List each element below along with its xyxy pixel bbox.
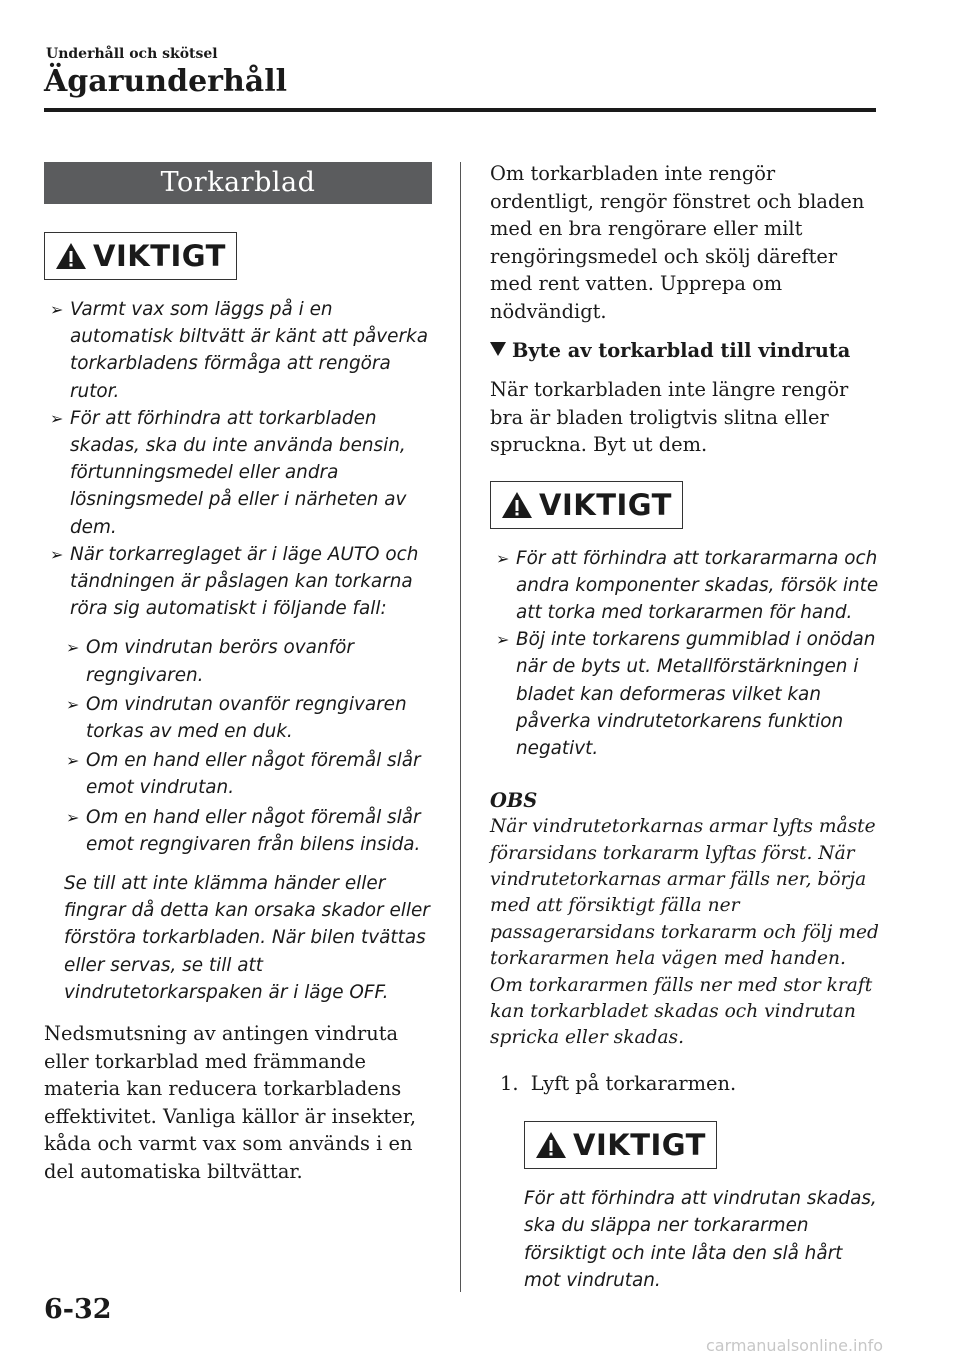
warning-triangle-icon [501,491,533,519]
warning-content [44,296,434,1006]
right-column [490,162,880,1294]
warning-label: VIKTIGT [539,487,672,522]
intro-paragraph: Om torkarbladen inte rengör ordentligt, rengör fönstret och bladen med en bra rengörare eller milt rengöringsmedel och skölj därefter med rent vatten. Upprepa om nödvändigt. [490,162,865,323]
obs-note [490,788,880,1052]
warning-label: VIKTIGT [573,1128,706,1163]
subheading: Byte av torkarblad till vindruta [490,337,880,364]
warning-box [44,232,237,280]
arrowhead-bullet-icon: ➢ [50,300,64,319]
arrowhead-bullet-icon: ➢ [66,751,80,771]
down-triangle-icon [490,342,506,356]
warning-sub-bullet: ➢ Om en hand eller något föremål slår emot vindrutan. [44,747,434,801]
chapter-title: Ägarunderhåll [44,64,288,99]
running-head: Underhåll och skötsel [46,46,218,62]
warning-sub-bullet: ➢ Om en hand eller något föremål slår emot regngivaren från bilens insida. [44,804,434,858]
warning-sub-bullet: ➢ Om vindrutan ovanför regngivaren torkas av med en duk. [44,691,434,745]
step-text: Lyft på torkararmen. [530,1071,737,1095]
warning-text: För att förhindra att vindrutan skadas, ska du släppa ner torkararmen försiktigt och inte låta den slå hårt mot vindrutan. [524,1188,877,1291]
warning-bullet: ➢ Böj inte torkarens gummiblad i onödan när de byts ut. Metallförstärkningen i bladet kan deformeras vilket kan påverka vindrutetorkarens funktion negativt. [490,626,880,762]
watermark: carmanualsonline.info [706,1336,884,1355]
warning-box [524,1121,717,1169]
page-number: 6-32 [44,1294,112,1325]
warning-triangle-icon [535,1131,567,1159]
arrowhead-bullet-icon: ➢ [50,408,64,428]
arrowhead-bullet-icon: ➢ [66,807,80,827]
warning-bullet: ➢ För att förhindra att torkararmarna och andra komponenter skadas, försök inte att torka med torkararmen för hand. [490,545,880,627]
arrowhead-bullet-icon: ➢ [496,630,510,650]
step-item [490,1070,880,1098]
warning-note: Se till att inte klämma händer eller fingrar då detta kan orsaka skador eller förstöra torkarbladen. När bilen tvättas eller servas, se till att vindrutetorkarspaken är i läge OFF. [64,873,430,1003]
step-number: 1. [500,1071,519,1095]
arrowhead-bullet-icon: ➢ [496,548,510,568]
subheading-paragraph: När torkarbladen inte längre rengör bra är bladen troligtvis slitna eller spruckna. Byt ut dem. [490,378,849,456]
warning-bullet: ➢ För att förhindra att torkarbladen skadas, ska du inte använda bensin, förtunningsmedel eller andra lösningsmedel på eller i närheten av dem. [44,405,434,541]
warning-bullet: ➢ Varmt vax som läggs på i en automatisk biltvätt är känt att påverka torkarbladens förmåga att rengöra rutor. [44,296,434,405]
arrowhead-bullet-icon: ➢ [50,544,64,564]
column-divider [460,162,461,1292]
arrowhead-bullet-icon: ➢ [66,694,80,714]
warning-content [490,545,880,763]
section-title: Torkarblad [44,162,432,204]
obs-title: OBS [490,789,538,813]
left-column [44,162,434,1185]
header-rule [44,108,876,112]
warning-triangle-icon [55,242,87,270]
warning-box [490,481,683,529]
body-paragraph: Nedsmutsning av antingen vindruta eller torkarblad med främmande materia kan reducera torkarbladens effektivitet. Vanliga källor är insekter, kåda och varmt vax som används i en del automatiska biltvättar. [44,1022,417,1183]
warning-sub-bullet: ➢ Om vindrutan berörs ovanför regngivaren. [44,634,434,688]
arrowhead-bullet-icon: ➢ [66,638,80,658]
warning-bullet: ➢ När torkarreglaget är i läge AUTO och tändningen är påslagen kan torkarna röra sig automatiskt i följande fall: [44,541,434,623]
warning-label: VIKTIGT [93,239,226,273]
obs-text: När vindrutetorkarnas armar lyfts måste förarsidans torkararm lyftas först. När vindrutetorkarnas armar fälls ner, börja med att försiktigt fälla ner passagerarsidans torkararm och följ med torkararmen hela vägen med handen. Om torkararmen fälls ner med stor kraft kan torkarbladet skadas och vindrutan spricka eller skadas. [490,816,879,1049]
